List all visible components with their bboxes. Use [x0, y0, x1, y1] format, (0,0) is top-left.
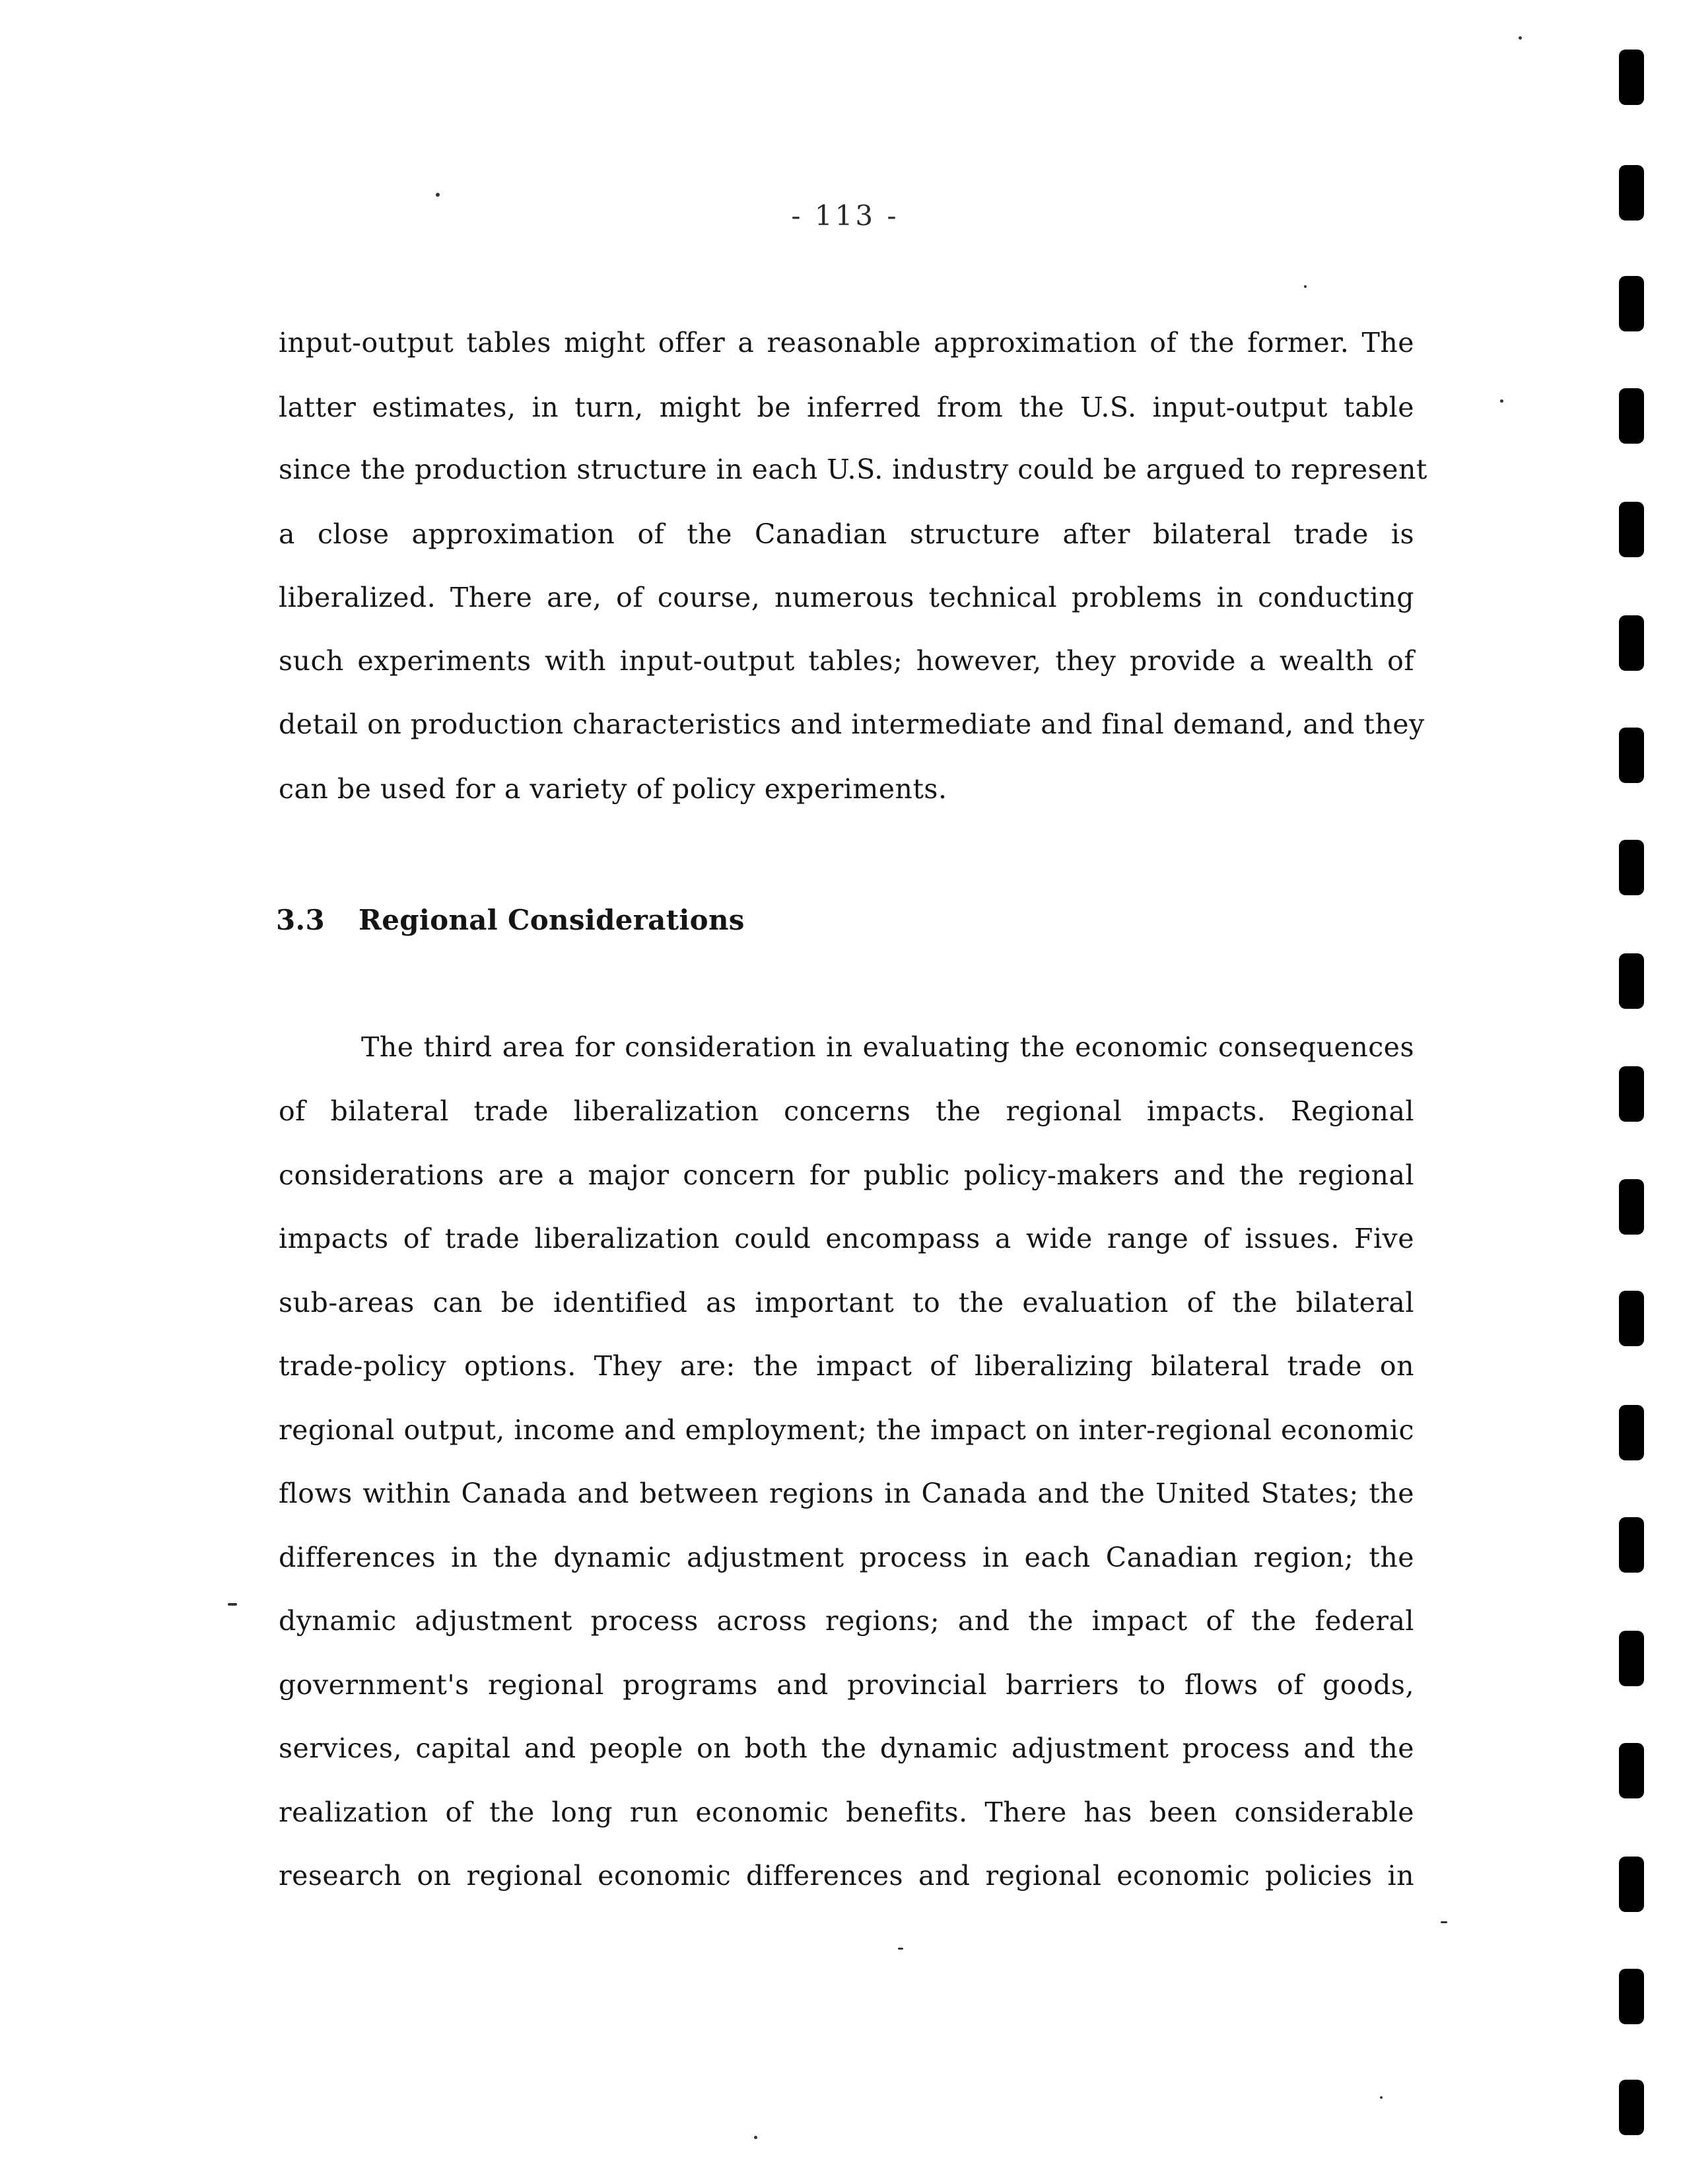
punch-hole [1619, 1857, 1644, 1912]
punch-hole [1619, 1743, 1644, 1798]
punch-hole [1619, 615, 1644, 671]
paragraph-line: liberalized. There are, of course, numerous technical problems in conducting [279, 582, 1414, 613]
punch-hole [1619, 50, 1644, 105]
speck [1500, 399, 1503, 403]
paragraph-line: services, capital and people on both the dynamic adjustment process and the [279, 1732, 1414, 1764]
punch-hole [1619, 2080, 1644, 2135]
section-heading [276, 902, 745, 939]
paragraph-line: since the production structure in each U.S. industry could be argued to represent [279, 454, 1427, 485]
paragraph-line: can be used for a variety of policy experiments. [279, 773, 947, 805]
punch-hole [1619, 1179, 1644, 1235]
speck [436, 193, 440, 197]
paragraph-line: trade-policy options. They are: the impact of liberalizing bilateral trade on [279, 1350, 1414, 1382]
section-number: 3.3 [276, 904, 325, 936]
paragraph-line: realization of the long run economic benefits. There has been considerable [279, 1796, 1414, 1828]
punch-hole [1619, 1066, 1644, 1122]
speck [1380, 2096, 1383, 2099]
paragraph-line: detail on production characteristics and intermediate and final demand, and they [279, 708, 1425, 740]
paragraph-line: considerations are a major concern for public policy-makers and the regional [279, 1159, 1414, 1191]
section-title: Regional Considerations [359, 904, 745, 936]
paragraph-line: dynamic adjustment process across regions; and the impact of the federal [279, 1605, 1414, 1637]
speck [754, 2136, 757, 2139]
paragraph-line: flows within Canada and between regions in Canada and the United States; the [279, 1478, 1414, 1509]
speck [898, 1948, 903, 1950]
punch-hole [1619, 728, 1644, 783]
speck [1441, 1921, 1447, 1923]
speck [228, 1603, 237, 1606]
paragraph-line: such experiments with input-output tables; however, they provide a wealth of [279, 645, 1414, 677]
paragraph-line: input-output tables might offer a reasonable approximation of the former. The [279, 327, 1414, 358]
punch-hole [1619, 953, 1644, 1009]
punch-hole [1619, 1631, 1644, 1686]
punch-hole [1619, 1405, 1644, 1460]
paragraph-line: sub-areas can be identified as important to the evaluation of the bilateral [279, 1287, 1414, 1318]
punch-hole [1619, 165, 1644, 221]
paragraph-line: government's regional programs and provincial barriers to flows of goods, [279, 1669, 1414, 1701]
paragraph-line: regional output, income and employment; the impact on inter-regional economic [279, 1414, 1414, 1446]
punch-hole [1619, 388, 1644, 444]
paragraph-line: of bilateral trade liberalization concerns the regional impacts. Regional [279, 1095, 1414, 1127]
punch-hole [1619, 1969, 1644, 2024]
punch-hole [1619, 840, 1644, 895]
speck [1304, 285, 1307, 288]
paragraph-line: The third area for consideration in evaluating the economic consequences [361, 1031, 1414, 1063]
speck [1519, 36, 1522, 40]
paragraph-line: impacts of trade liberalization could encompass a wide range of issues. Five [279, 1223, 1414, 1254]
paragraph-line: research on regional economic differences and regional economic policies in [279, 1860, 1414, 1892]
punch-hole [1619, 1291, 1644, 1346]
paragraph-line: latter estimates, in turn, might be inferred from the U.S. input-output table [279, 392, 1414, 423]
punch-hole [1619, 502, 1644, 557]
punch-hole [1619, 276, 1644, 331]
page-number: - 113 - [791, 199, 899, 232]
paragraph-line: a close approximation of the Canadian structure after bilateral trade is [279, 518, 1414, 550]
punch-hole [1619, 1517, 1644, 1573]
paragraph-line: differences in the dynamic adjustment process in each Canadian region; the [279, 1542, 1414, 1573]
